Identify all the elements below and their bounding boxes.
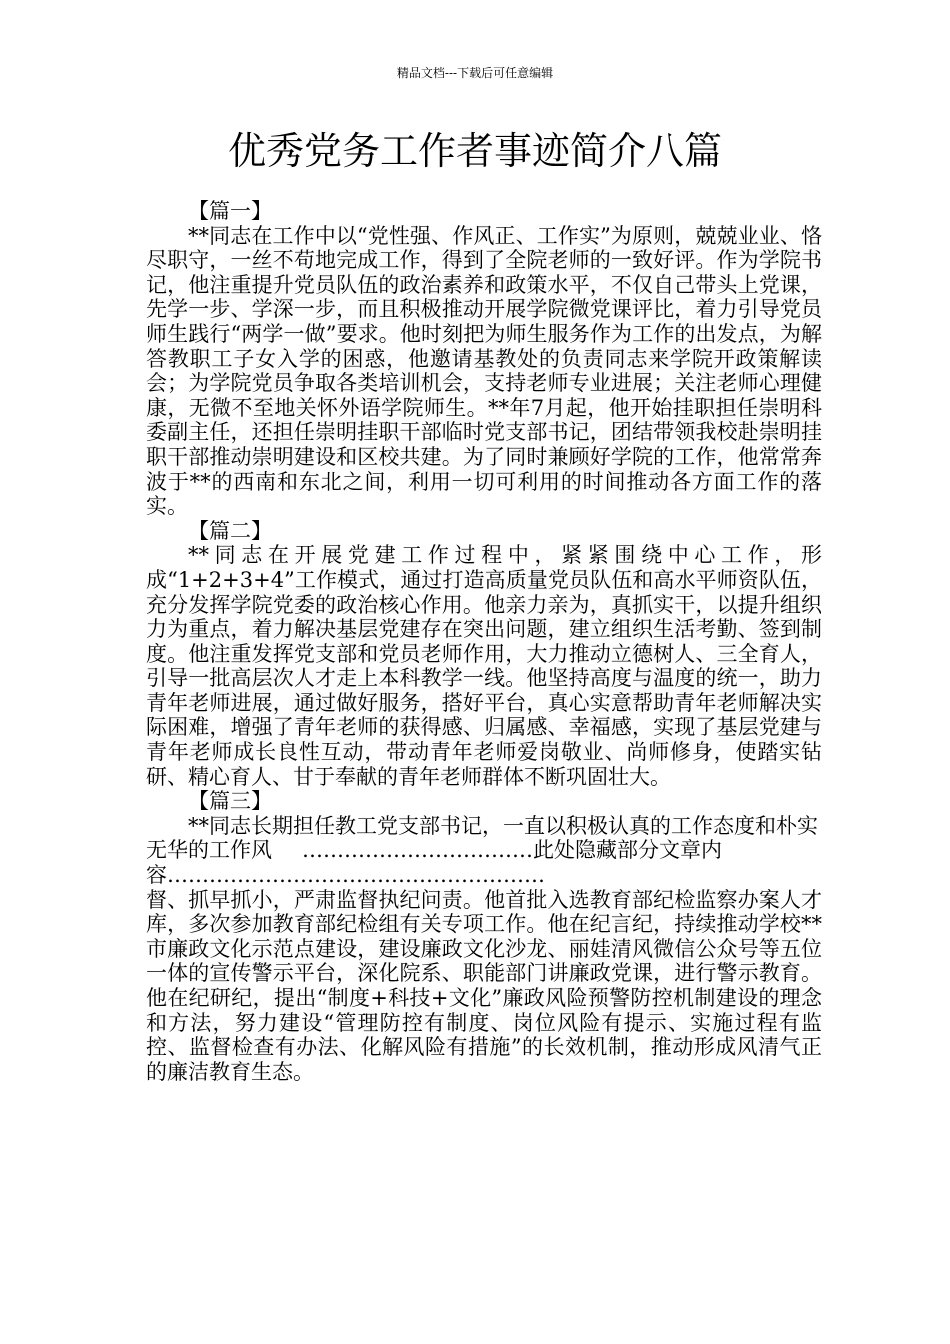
paragraph-start-text: **同志长期担任教工党支部书记，一直以积极认真的工作态度和朴实无华的工作风 [146,813,818,863]
document-title: 优秀党务工作者事迹简介八篇 [227,129,722,173]
section-paragraph-3-end: 督、抓早抓小，严肃监督执纪问责。他首批入选教育部纪检监察办案人才库，多次参加教育部纪检组有关专项工作。他在纪言纪，持续推动学校**市廉政文化示范点建设，建设廉政文化沙龙、丽娃清风微信公众号等五位一体的宣传警示平台，深化院系、职能部门讲廉政党课，进行警示教育。他在纪研纪，提出“制度+科技+文化”廉政风险预警防控机制建设的理念和方法，努力建设“管理防控有制度、岗位风险有提示、实施过程有监控、监督检查有办法、化解风险有措施”的长效机制，推动形成风清气正的廉洁教育生态。 [146,887,822,1084]
section-paragraph-2: **同志在开展党建工作过程中，紧紧围绕中心工作，形成“1+2+3+4”工作模式，通过打造高质量党员队伍和高水平师资队伍，充分发挥学院党委的政治核心作用。他亲力亲为，真抓实干，以提升组织力为重点，着力解决基层党建存在突出问题，建立组织生活考勤、签到制度。他注重发挥党支部和党员老师作用，大力推动立德树人、三全育人，引导一批高层次人才走上本科教学一线。他坚持高度与温度的统一，助力青年老师进展，通过做好服务，搭好平台，真心实意帮助青年老师解决实际困难，增强了青年老师的获得感、归属感、幸福感，实现了基层党建与青年老师成长良性互动，带动青年老师爱岗敬业、尚师修身，使踏实钻研、精心育人、甘于奉献的青年老师群体不断巩固壮大。 [146,543,822,789]
hidden-content-notice: ……………………………此处隐藏部分文章内容……………………………………………… [146,838,722,888]
section-paragraph-1: **同志在工作中以“党性强、作风正、工作实”为原则，兢兢业业、恪尽职守，一丝不苟地完成工作，得到了全院老师的一致好评。作为学院书记，他注重提升党员队伍的政治素养和政策水平，不仅自己带头上党课，先学一步、学深一步，而且积极推动开展学院微党课评比，着力引导党员师生践行“两学一做”要求。他时刻把为师生服务作为工作的出发点，为解答教职工子女入学的困惑，他邀请基教处的负责同志来学院开政策解读会；为学院党员争取各类培训机会，支持老师专业进展；关注老师心理健康，无微不至地关怀外语学院师生。**年7月起，他开始挂职担任崇明科委副主任，还担任崇明挂职干部临时党支部书记，团结带领我校赴崇明挂职干部推动崇明建设和区校共建。为了同时兼顾好学院的工作，他常常奔波于**的西南和东北之间，利用一切可利用的时间推动各方面工作的落实。 [146,223,822,519]
section-heading-3: 【篇三】 [188,789,272,814]
document-body [146,199,822,1084]
section-heading-2: 【篇二】 [188,518,272,543]
section-heading-1: 【篇一】 [188,199,272,223]
header-note: 精品文档---下载后可任意编辑 [396,66,554,80]
section-paragraph-3-start [146,814,822,888]
